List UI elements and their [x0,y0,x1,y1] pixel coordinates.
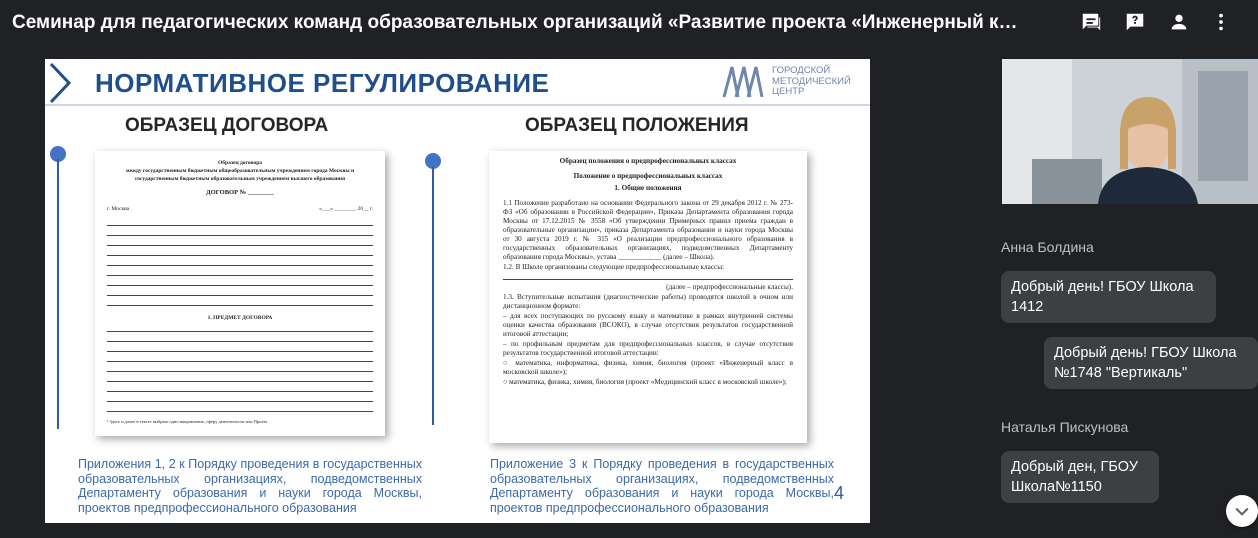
presentation-slide [45,59,870,523]
presenter-video-frame [1002,59,1258,204]
scroll-down-button[interactable] [1226,495,1258,527]
regulation-document: Образец положения о предпрофессиональных классах Положение о предпрофессиональных классах 1. Общие положения 1.1 Положение разработано на основании Федерального закона от 29 декабря 2012 г. № 273-ФЗ «Об образовании в Российской Федерации», Приказа Департамента образования города Москвы от 17.12.2015 № 3558 «Об утверждении Примерных правил приема граждан в образовательные организации», приказа Департамента образования и науки города Москвы от 30 августа 2019 г. № 315 «О реализации предпрофессионального образования в государственных образовательных организациях, подведомственных Департаменту образования города Москвы», устава ____________ (далее – Школа). 1.2. В Школе организованы следующие предпрофессиональные классы: (далее – предпрофессиональные классы). 1.3. Вступительные испытания (диагностические работы) проводятся школой в очном или дистанционном формате: – для всех поступающих по русскому языку и математике в рамках внутренней системы оценки качества образования (ВСОКО), в случае отсутствия результатов государственной итоговой аттестации; – по профильным предметам для предпрофессиональных классов, в случае отсутствия результатов государственной итоговой аттестации: ○ математика, информатика, физика, химия, биология (проект «Инженерный класс в московской школе»); ○ математика, физика, химия, биология (проект «Медицинский класс в московской школе»); [489,151,807,443]
slide-page-number: 4 [834,483,845,503]
window-title: Семинар для педагогических команд образовательных организаций «Развитие проекта «Инженерный к… [12,12,1018,33]
chat-message-bubble: Добрый день! ГБОУ Школа 1412 [1001,271,1216,323]
timeline-line-left [57,159,59,429]
chat-sender-name: Анна Болдина [1001,239,1094,255]
chat-message-bubble: Добрый ден, ГБОУ Школа№1150 [1001,451,1159,503]
chevron-down-icon [1232,501,1252,521]
top-bar [0,0,1258,46]
chat-sender-name: Наталья Пискунова [1001,419,1129,435]
more-vert-icon[interactable] [1208,9,1234,35]
gmc-logo-icon [720,65,768,99]
slide-header [45,59,870,106]
slide-title: НОРМАТИВНОЕ РЕГУЛИРОВАНИЕ [95,68,550,98]
presenter-video [1002,59,1258,204]
chat-message-bubble: Добрый день! ГБОУ Школа №1748 "Вертикаль" [1044,337,1258,389]
help-icon[interactable] [1122,9,1148,35]
regulation-caption: Приложение 3 к Порядку проведения в государственных образовательных организациях, подведомственных Департаменту образования и науки города Москвы, проектов предпрофессионального образования [490,457,834,515]
logo [720,65,860,99]
regulation-sample-heading: ОБРАЗЕЦ ПОЛОЖЕНИЯ [525,115,749,136]
contract-document: Образец договора между государственным бюджетным общеобразовательным учреждением города Москвы и государственным бюджетным образовательным учреждением высшего образования ДОГОВОР № ________ г. Москва «___» ________ 20__ г. 1. ПРЕДМЕТ ДОГОВОРА ¹ Здесь и далее в тексте выбрать одно направление, сферу деятельности или Проект [95,151,385,436]
logo-text: ГОРОДСКОЙ МЕТОДИЧЕСКИЙ ЦЕНТР [772,65,851,97]
contract-sample-heading: ОБРАЗЕЦ ДОГОВОРА [125,115,329,136]
timeline-line-right [432,167,434,425]
chat-icon[interactable] [1078,9,1104,35]
account-icon[interactable] [1166,9,1192,35]
contract-caption: Приложения 1, 2 к Порядку проведения в государственных образовательных организациях, подведомственных Департаменту образования и науки города Москвы, проектов предпрофессионального образования [78,457,422,515]
chevron-right-icon [47,62,73,104]
